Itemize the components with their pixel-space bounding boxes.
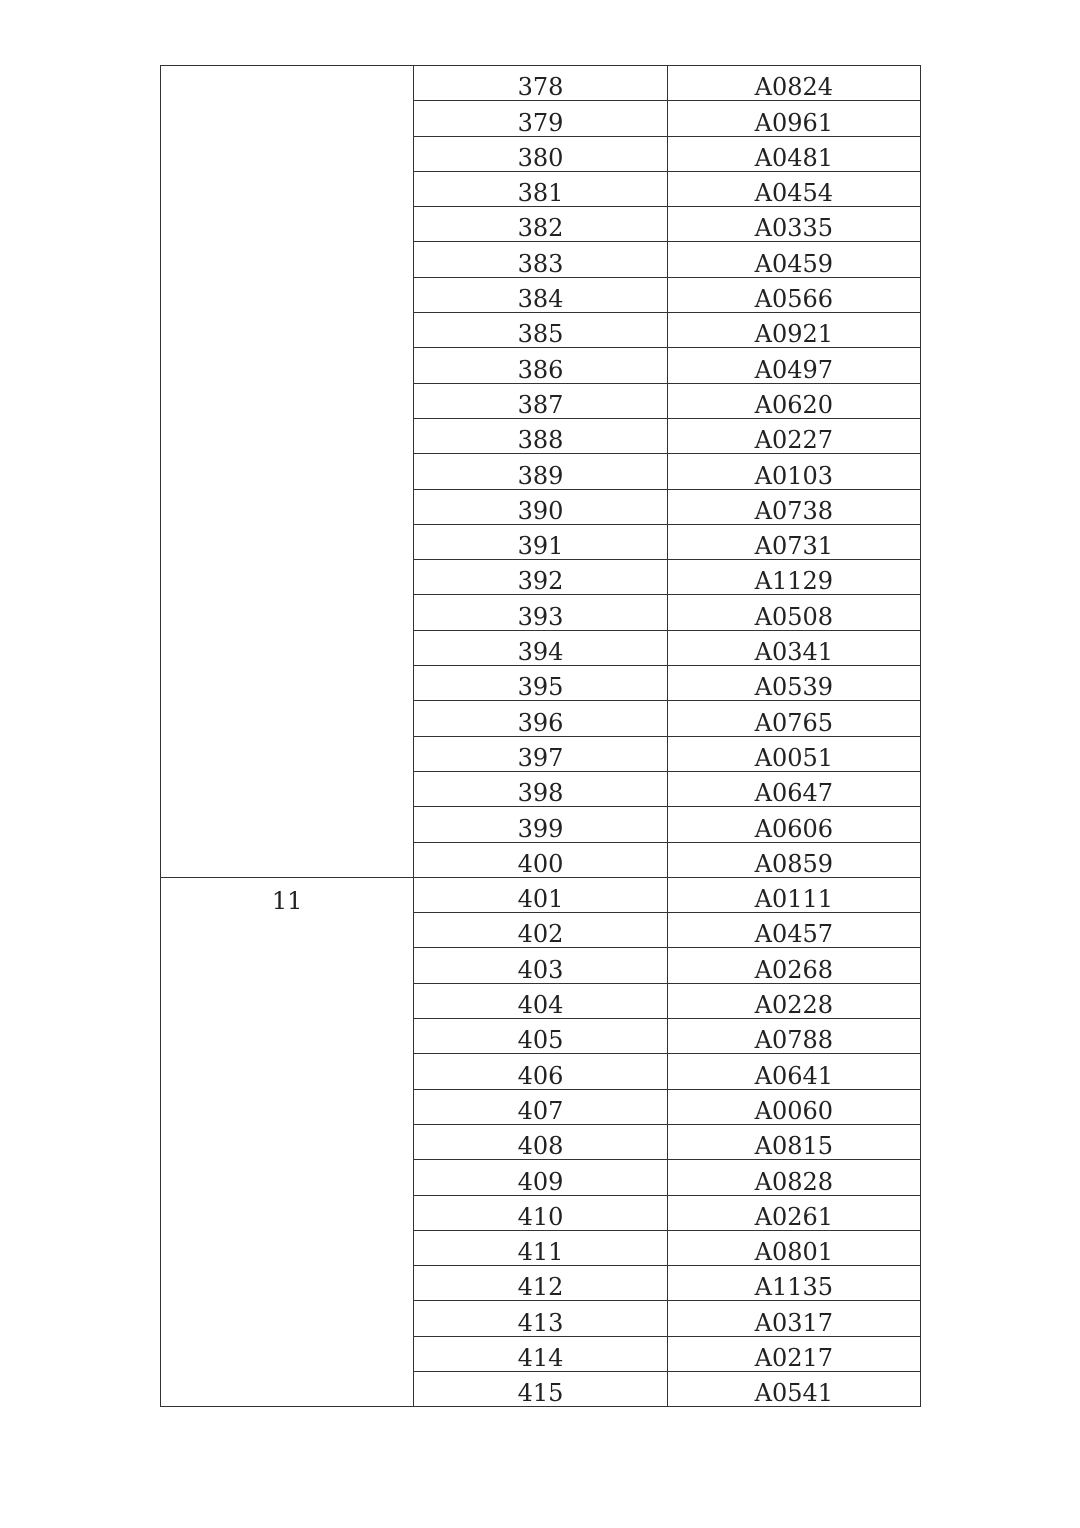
code-cell: A0961 <box>667 101 920 136</box>
serial-number-cell: 402 <box>414 913 667 948</box>
code-cell: A0217 <box>667 1336 920 1371</box>
serial-number-cell: 384 <box>414 277 667 312</box>
serial-number-cell: 386 <box>414 348 667 383</box>
code-cell: A0051 <box>667 736 920 771</box>
code-cell: A0103 <box>667 454 920 489</box>
serial-number-cell: 379 <box>414 101 667 136</box>
code-cell: A0815 <box>667 1124 920 1159</box>
serial-number-cell: 401 <box>414 877 667 912</box>
serial-number-cell: 410 <box>414 1195 667 1230</box>
code-cell: A0738 <box>667 489 920 524</box>
code-cell: A0227 <box>667 418 920 453</box>
serial-number-cell: 407 <box>414 1089 667 1124</box>
table-row <box>161 877 921 912</box>
code-cell: A0457 <box>667 913 920 948</box>
serial-number-cell: 408 <box>414 1124 667 1159</box>
code-cell: A1135 <box>667 1266 920 1301</box>
group-cell <box>161 66 414 878</box>
serial-number-cell: 396 <box>414 701 667 736</box>
code-cell: A0541 <box>667 1371 920 1406</box>
serial-number-cell: 382 <box>414 207 667 242</box>
serial-number-cell: 389 <box>414 454 667 489</box>
serial-number-cell: 397 <box>414 736 667 771</box>
code-cell: A0921 <box>667 313 920 348</box>
code-cell: A0566 <box>667 277 920 312</box>
code-cell: A0268 <box>667 948 920 983</box>
serial-number-cell: 403 <box>414 948 667 983</box>
table-body <box>161 66 921 1407</box>
serial-number-cell: 400 <box>414 842 667 877</box>
code-cell: A0508 <box>667 595 920 630</box>
serial-number-cell: 387 <box>414 383 667 418</box>
serial-number-cell: 388 <box>414 418 667 453</box>
code-cell: A0788 <box>667 1019 920 1054</box>
group-cell: 11 <box>161 877 414 1406</box>
serial-number-cell: 398 <box>414 771 667 806</box>
code-cell: A0228 <box>667 983 920 1018</box>
serial-number-cell: 393 <box>414 595 667 630</box>
code-cell: A0731 <box>667 524 920 559</box>
code-cell: A0859 <box>667 842 920 877</box>
serial-number-cell: 380 <box>414 136 667 171</box>
serial-number-cell: 414 <box>414 1336 667 1371</box>
serial-number-cell: 399 <box>414 807 667 842</box>
serial-number-cell: 381 <box>414 171 667 206</box>
code-cell: A0641 <box>667 1054 920 1089</box>
code-cell: A0801 <box>667 1230 920 1265</box>
serial-number-cell: 378 <box>414 66 667 101</box>
table-row <box>161 66 921 101</box>
serial-number-cell: 390 <box>414 489 667 524</box>
code-cell: A0454 <box>667 171 920 206</box>
code-cell: A0824 <box>667 66 920 101</box>
code-cell: A0620 <box>667 383 920 418</box>
serial-number-cell: 394 <box>414 630 667 665</box>
assignment-table <box>160 65 921 1407</box>
code-cell: A0459 <box>667 242 920 277</box>
serial-number-cell: 391 <box>414 524 667 559</box>
serial-number-cell: 406 <box>414 1054 667 1089</box>
serial-number-cell: 405 <box>414 1019 667 1054</box>
serial-number-cell: 411 <box>414 1230 667 1265</box>
serial-number-cell: 415 <box>414 1371 667 1406</box>
code-cell: A0060 <box>667 1089 920 1124</box>
serial-number-cell: 385 <box>414 313 667 348</box>
code-cell: A0341 <box>667 630 920 665</box>
code-cell: A0539 <box>667 666 920 701</box>
code-cell: A0317 <box>667 1301 920 1336</box>
code-cell: A0481 <box>667 136 920 171</box>
code-cell: A0828 <box>667 1160 920 1195</box>
code-cell: A0647 <box>667 771 920 806</box>
serial-number-cell: 412 <box>414 1266 667 1301</box>
serial-number-cell: 409 <box>414 1160 667 1195</box>
serial-number-cell: 404 <box>414 983 667 1018</box>
code-cell: A1129 <box>667 560 920 595</box>
code-cell: A0111 <box>667 877 920 912</box>
code-cell: A0765 <box>667 701 920 736</box>
serial-number-cell: 383 <box>414 242 667 277</box>
serial-number-cell: 395 <box>414 666 667 701</box>
code-cell: A0497 <box>667 348 920 383</box>
code-cell: A0606 <box>667 807 920 842</box>
serial-number-cell: 392 <box>414 560 667 595</box>
code-cell: A0335 <box>667 207 920 242</box>
code-cell: A0261 <box>667 1195 920 1230</box>
serial-number-cell: 413 <box>414 1301 667 1336</box>
